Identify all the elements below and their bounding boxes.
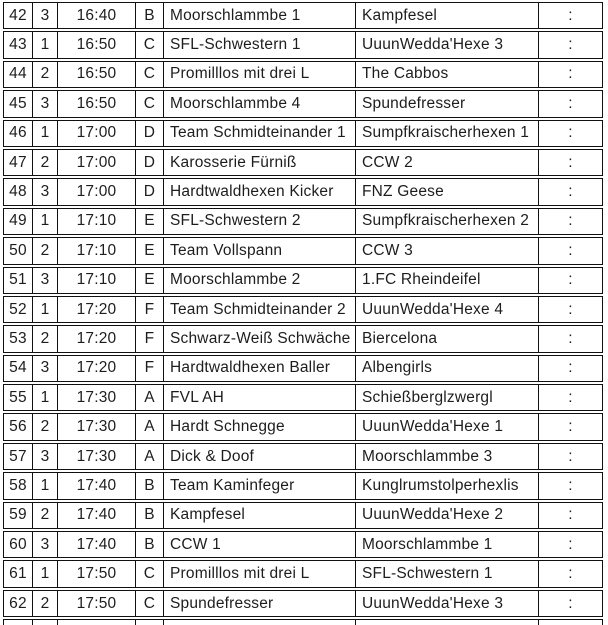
match-number-cell: 49: [3, 208, 32, 235]
match-row: [3, 531, 603, 558]
match-row: [3, 413, 603, 440]
pitch-number-cell: 1: [32, 120, 57, 147]
match-number-cell: 45: [3, 90, 32, 117]
away-team-cell: UuunWedda'Hexe 1: [355, 413, 538, 440]
score-separator-cell: :: [538, 31, 603, 58]
group-letter-cell: C: [135, 590, 163, 617]
match-number-cell: 47: [3, 149, 32, 176]
group-letter-cell: B: [135, 531, 163, 558]
pitch-number-cell: 3: [32, 531, 57, 558]
home-team-cell: Team Vollspann: [163, 237, 355, 264]
score-separator-cell: :: [538, 267, 603, 294]
match-row: [3, 237, 603, 264]
away-team-cell: SFL-Schwestern 1: [355, 560, 538, 587]
group-letter-cell: [135, 619, 163, 625]
kickoff-time-cell: 17:40: [57, 531, 135, 558]
match-number-cell: 42: [3, 2, 32, 29]
pitch-number-cell: 1: [32, 31, 57, 58]
match-row: [3, 178, 603, 205]
pitch-number-cell: 2: [32, 61, 57, 88]
kickoff-time-cell: 17:30: [57, 413, 135, 440]
away-team-cell: Moorschlammbe 1: [355, 531, 538, 558]
score-separator-cell: :: [538, 90, 603, 117]
match-row: [3, 90, 603, 117]
match-number-cell: 52: [3, 296, 32, 323]
match-row-partial: [3, 619, 603, 625]
group-letter-cell: C: [135, 90, 163, 117]
pitch-number-cell: 3: [32, 90, 57, 117]
kickoff-time-cell: 17:20: [57, 355, 135, 382]
away-team-cell: Albengirls: [355, 355, 538, 382]
group-letter-cell: D: [135, 120, 163, 147]
pitch-number-cell: 2: [32, 590, 57, 617]
away-team-cell: Kunglrumstolperhexlis: [355, 472, 538, 499]
match-number-cell: 62: [3, 590, 32, 617]
score-separator-cell: :: [538, 2, 603, 29]
kickoff-time-cell: 17:30: [57, 443, 135, 470]
match-row: [3, 560, 603, 587]
kickoff-time-cell: 17:00: [57, 178, 135, 205]
group-letter-cell: A: [135, 384, 163, 411]
score-separator-cell: :: [538, 413, 603, 440]
away-team-cell: UuunWedda'Hexe 3: [355, 590, 538, 617]
group-letter-cell: B: [135, 502, 163, 529]
away-team-cell: UuunWedda'Hexe 4: [355, 296, 538, 323]
score-separator-cell: :: [538, 443, 603, 470]
home-team-cell: Kampfesel: [163, 502, 355, 529]
pitch-number-cell: 2: [32, 502, 57, 529]
away-team-cell: Sumpfkraischerhexen 1: [355, 120, 538, 147]
match-row: [3, 472, 603, 499]
match-number-cell: 48: [3, 178, 32, 205]
score-separator-cell: :: [538, 208, 603, 235]
match-row: [3, 120, 603, 147]
away-team-cell: Sumpfkraischerhexen 2: [355, 208, 538, 235]
match-number-cell: [3, 619, 32, 625]
home-team-cell: Hardtwaldhexen Baller: [163, 355, 355, 382]
home-team-cell: SFL-Schwestern 2: [163, 208, 355, 235]
match-row: [3, 502, 603, 529]
kickoff-time-cell: 17:10: [57, 267, 135, 294]
kickoff-time-cell: 16:50: [57, 61, 135, 88]
home-team-cell: SFL-Schwestern 1: [163, 31, 355, 58]
pitch-number-cell: 1: [32, 208, 57, 235]
group-letter-cell: D: [135, 178, 163, 205]
match-number-cell: 44: [3, 61, 32, 88]
score-separator-cell: [538, 619, 603, 625]
group-letter-cell: C: [135, 560, 163, 587]
score-separator-cell: :: [538, 502, 603, 529]
pitch-number-cell: 1: [32, 384, 57, 411]
score-separator-cell: :: [538, 120, 603, 147]
match-number-cell: 55: [3, 384, 32, 411]
home-team-cell: Team Schmidteinander 2: [163, 296, 355, 323]
kickoff-time-cell: 17:40: [57, 472, 135, 499]
home-team-cell: Dick & Doof: [163, 443, 355, 470]
pitch-number-cell: 1: [32, 560, 57, 587]
kickoff-time-cell: 16:40: [57, 2, 135, 29]
match-row: [3, 296, 603, 323]
group-letter-cell: C: [135, 61, 163, 88]
match-row: [3, 61, 603, 88]
away-team-cell: The Cabbos: [355, 61, 538, 88]
home-team-cell: [163, 619, 355, 625]
kickoff-time-cell: 17:40: [57, 502, 135, 529]
home-team-cell: FVL AH: [163, 384, 355, 411]
away-team-cell: UuunWedda'Hexe 3: [355, 31, 538, 58]
match-number-cell: 59: [3, 502, 32, 529]
away-team-cell: UuunWedda'Hexe 2: [355, 502, 538, 529]
pitch-number-cell: 2: [32, 413, 57, 440]
home-team-cell: Moorschlammbe 1: [163, 2, 355, 29]
match-number-cell: 50: [3, 237, 32, 264]
kickoff-time-cell: 17:50: [57, 590, 135, 617]
kickoff-time-cell: 16:50: [57, 31, 135, 58]
pitch-number-cell: 2: [32, 149, 57, 176]
group-letter-cell: F: [135, 325, 163, 352]
match-row: [3, 208, 603, 235]
group-letter-cell: E: [135, 267, 163, 294]
kickoff-time-cell: 17:20: [57, 296, 135, 323]
match-row: [3, 355, 603, 382]
home-team-cell: Team Kaminfeger: [163, 472, 355, 499]
home-team-cell: Team Schmidteinander 1: [163, 120, 355, 147]
score-separator-cell: :: [538, 355, 603, 382]
kickoff-time-cell: 17:10: [57, 208, 135, 235]
pitch-number-cell: [32, 619, 57, 625]
home-team-cell: Schwarz-Weiß Schwäche: [163, 325, 355, 352]
group-letter-cell: E: [135, 237, 163, 264]
away-team-cell: Spundefresser: [355, 90, 538, 117]
kickoff-time-cell: 17:00: [57, 149, 135, 176]
match-number-cell: 53: [3, 325, 32, 352]
home-team-cell: Spundefresser: [163, 590, 355, 617]
kickoff-time-cell: 16:50: [57, 90, 135, 117]
kickoff-time-cell: 17:10: [57, 237, 135, 264]
kickoff-time-cell: 17:20: [57, 325, 135, 352]
match-row: [3, 2, 603, 29]
kickoff-time-cell: [57, 619, 135, 625]
match-row: [3, 325, 603, 352]
pitch-number-cell: 3: [32, 355, 57, 382]
home-team-cell: Promilllos mit drei L: [163, 61, 355, 88]
group-letter-cell: B: [135, 472, 163, 499]
match-row: [3, 590, 603, 617]
score-separator-cell: :: [538, 325, 603, 352]
score-separator-cell: :: [538, 531, 603, 558]
score-separator-cell: :: [538, 590, 603, 617]
match-number-cell: 56: [3, 413, 32, 440]
score-separator-cell: :: [538, 560, 603, 587]
pitch-number-cell: 3: [32, 443, 57, 470]
away-team-cell: [355, 619, 538, 625]
match-row: [3, 384, 603, 411]
pitch-number-cell: 3: [32, 178, 57, 205]
away-team-cell: Moorschlammbe 3: [355, 443, 538, 470]
away-team-cell: Schießberglzwergl: [355, 384, 538, 411]
match-row: [3, 149, 603, 176]
match-number-cell: 58: [3, 472, 32, 499]
score-separator-cell: :: [538, 178, 603, 205]
match-row: [3, 31, 603, 58]
match-number-cell: 54: [3, 355, 32, 382]
score-separator-cell: :: [538, 472, 603, 499]
group-letter-cell: E: [135, 208, 163, 235]
pitch-number-cell: 2: [32, 325, 57, 352]
group-letter-cell: A: [135, 443, 163, 470]
group-letter-cell: A: [135, 413, 163, 440]
group-letter-cell: F: [135, 355, 163, 382]
away-team-cell: CCW 3: [355, 237, 538, 264]
away-team-cell: Kampfesel: [355, 2, 538, 29]
pitch-number-cell: 3: [32, 2, 57, 29]
kickoff-time-cell: 17:00: [57, 120, 135, 147]
group-letter-cell: D: [135, 149, 163, 176]
home-team-cell: Promilllos mit drei L: [163, 560, 355, 587]
group-letter-cell: C: [135, 31, 163, 58]
score-separator-cell: :: [538, 61, 603, 88]
score-separator-cell: :: [538, 237, 603, 264]
home-team-cell: Moorschlammbe 2: [163, 267, 355, 294]
match-number-cell: 60: [3, 531, 32, 558]
home-team-cell: Moorschlammbe 4: [163, 90, 355, 117]
home-team-cell: Hardtwaldhexen Kicker: [163, 178, 355, 205]
pitch-number-cell: 2: [32, 237, 57, 264]
match-number-cell: 51: [3, 267, 32, 294]
kickoff-time-cell: 17:30: [57, 384, 135, 411]
match-row: [3, 267, 603, 294]
score-separator-cell: :: [538, 296, 603, 323]
score-separator-cell: :: [538, 384, 603, 411]
home-team-cell: Karosserie Fürniß: [163, 149, 355, 176]
match-number-cell: 43: [3, 31, 32, 58]
match-number-cell: 57: [3, 443, 32, 470]
pitch-number-cell: 1: [32, 472, 57, 499]
away-team-cell: Biercelona: [355, 325, 538, 352]
away-team-cell: CCW 2: [355, 149, 538, 176]
pitch-number-cell: 3: [32, 267, 57, 294]
match-number-cell: 46: [3, 120, 32, 147]
away-team-cell: FNZ Geese: [355, 178, 538, 205]
match-schedule-table: [3, 2, 608, 625]
match-number-cell: 61: [3, 560, 32, 587]
score-separator-cell: :: [538, 149, 603, 176]
home-team-cell: Hardt Schnegge: [163, 413, 355, 440]
match-row: [3, 443, 603, 470]
home-team-cell: CCW 1: [163, 531, 355, 558]
kickoff-time-cell: 17:50: [57, 560, 135, 587]
pitch-number-cell: 1: [32, 296, 57, 323]
away-team-cell: 1.FC Rheindeifel: [355, 267, 538, 294]
group-letter-cell: B: [135, 2, 163, 29]
group-letter-cell: F: [135, 296, 163, 323]
